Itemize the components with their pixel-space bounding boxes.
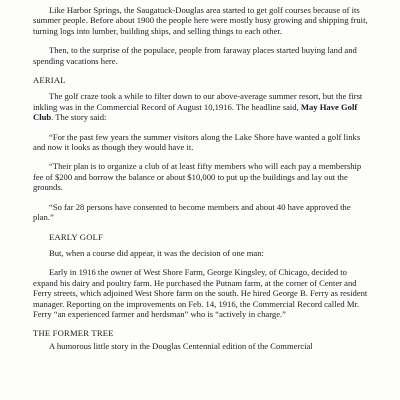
headline-bold: May Have Golf Club — [33, 101, 358, 123]
early-golf-paragraph: Early in 1916 the owner of West Shore Farm, George Kingsley, of Chicago, decided to expand his dairy and poultry farm. He purchased the Putnam farm, at the corner of Center and Ferry streets, which adjoined West Shore farm on the south. He hired George B. Ferry as resident manager. Reporting on the improvements on Feb. 14, 1916, the Commercial Record called Mr. Ferry “an experienced farmer and herdsman” who is “actively in charge.” — [33, 267, 368, 319]
quote-paragraph: “For the past few years the summer visitors along the Lake Shore have wanted a golf links and now it looks as though they would have it. — [33, 131, 361, 153]
aerial-paragraph — [33, 91, 370, 122]
aerial-text-before: The golf craze took a while to filter down to our above-average summer resort, but the first inkling was in the Commercial Record of August 10,1916. The headline said, — [33, 91, 363, 112]
quote-paragraph: “So far 28 persons have consented to become members and about 40 have approved the plan.” — [33, 201, 351, 223]
section-heading-aerial: AERIAL — [33, 75, 66, 86]
quote-paragraph: “Their plan is to organize a club of at least fifty members who will each pay a membership fee of $200 and borrow the balance or about $10,000 to put up the buildings and lay out the grounds. — [33, 161, 362, 193]
intro-paragraph: Like Harbor Springs, the Saugatuck-Douglas area started to get golf courses because of its summer people. Before about 1900 the people here were mostly busy growing and shipping fruit, turning logs into lumber, building ships, and selling things to each other. — [33, 5, 368, 36]
section-heading-early-golf: EARLY GOLF — [49, 231, 104, 242]
section-heading-former-tree: THE FORMER TREE — [33, 328, 114, 339]
aerial-text-after: . The story said: — [51, 112, 107, 123]
former-tree-paragraph: A humorous little story in the Douglas Centennial edition of the Commercial — [49, 340, 313, 351]
early-golf-paragraph: But, when a course did appear, it was the decision of one man: — [49, 247, 264, 258]
populace-paragraph: Then, to the surprise of the populace, people from faraway places started buying land and spending vacations here. — [33, 45, 357, 66]
